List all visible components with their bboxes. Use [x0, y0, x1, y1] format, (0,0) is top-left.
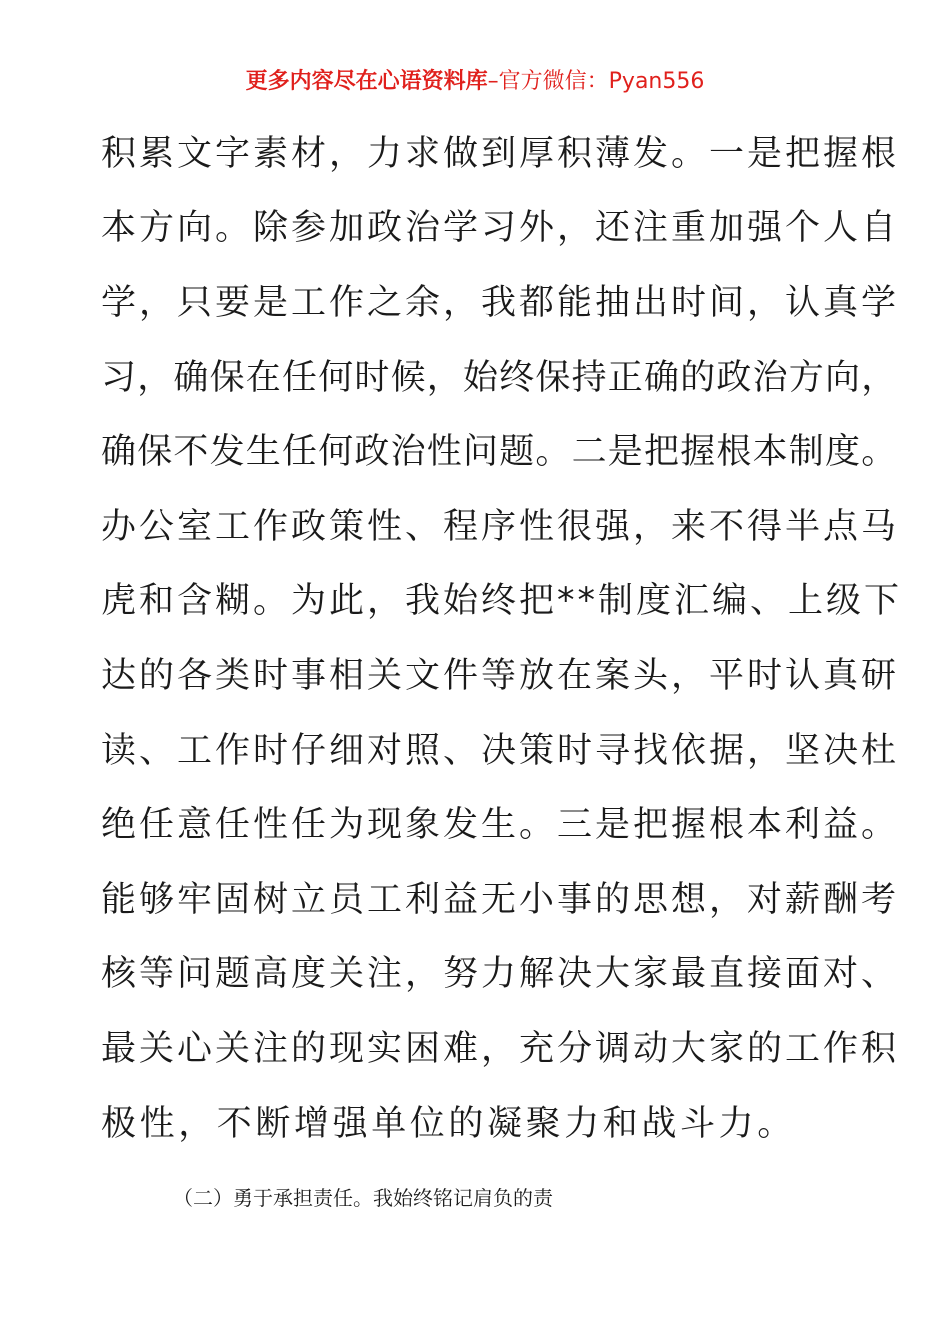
body-line-3: 学，只要是工作之余，我都能抽出时间，认真学: [101, 283, 900, 323]
body-line-6: 办公室工作政策性、程序性很强，来不得半点马: [101, 507, 900, 547]
body-line-2: 本方向。除参加政治学习外，还注重加强个人自: [101, 208, 900, 248]
body-line-4: 习，确保在任何时候，始终保持正确的政治方向，: [101, 358, 898, 398]
body-line-10: 绝任意任性任为现象发生。三是把握根本利益。: [101, 805, 900, 845]
body-line-5: 确保不发生任何政治性问题。二是把握根本制度。: [101, 432, 898, 472]
body-line-11: 能够牢固树立员工利益无小事的思想，对薪酬考: [101, 880, 900, 920]
header-contact-text: –官方微信：Pyan556: [487, 69, 705, 94]
body-line-14: 极性，不断增强单位的凝聚力和战斗力。: [101, 1104, 796, 1144]
body-line-15-indented: （二）勇于承担责任。我始终铭记肩负的责: [173, 1186, 553, 1210]
body-line-13: 最关心关注的现实困难，充分调动大家的工作积: [101, 1029, 900, 1069]
header-watermark: [0, 66, 950, 97]
body-line-9: 读、工作时仔细对照、决策时寻找依据，坚决杜: [101, 731, 900, 771]
body-line-7: 虎和含糊。为此，我始终把**制度汇编、上级下: [101, 581, 903, 621]
header-library-text: 更多内容尽在心语资料库: [245, 68, 488, 94]
body-line-8: 达的各类时事相关文件等放在案头，平时认真研: [101, 656, 900, 696]
body-line-12: 核等问题高度关注，努力解决大家最直接面对、: [101, 954, 900, 994]
body-line-1: 积累文字素材，力求做到厚积薄发。一是把握根: [101, 134, 900, 174]
